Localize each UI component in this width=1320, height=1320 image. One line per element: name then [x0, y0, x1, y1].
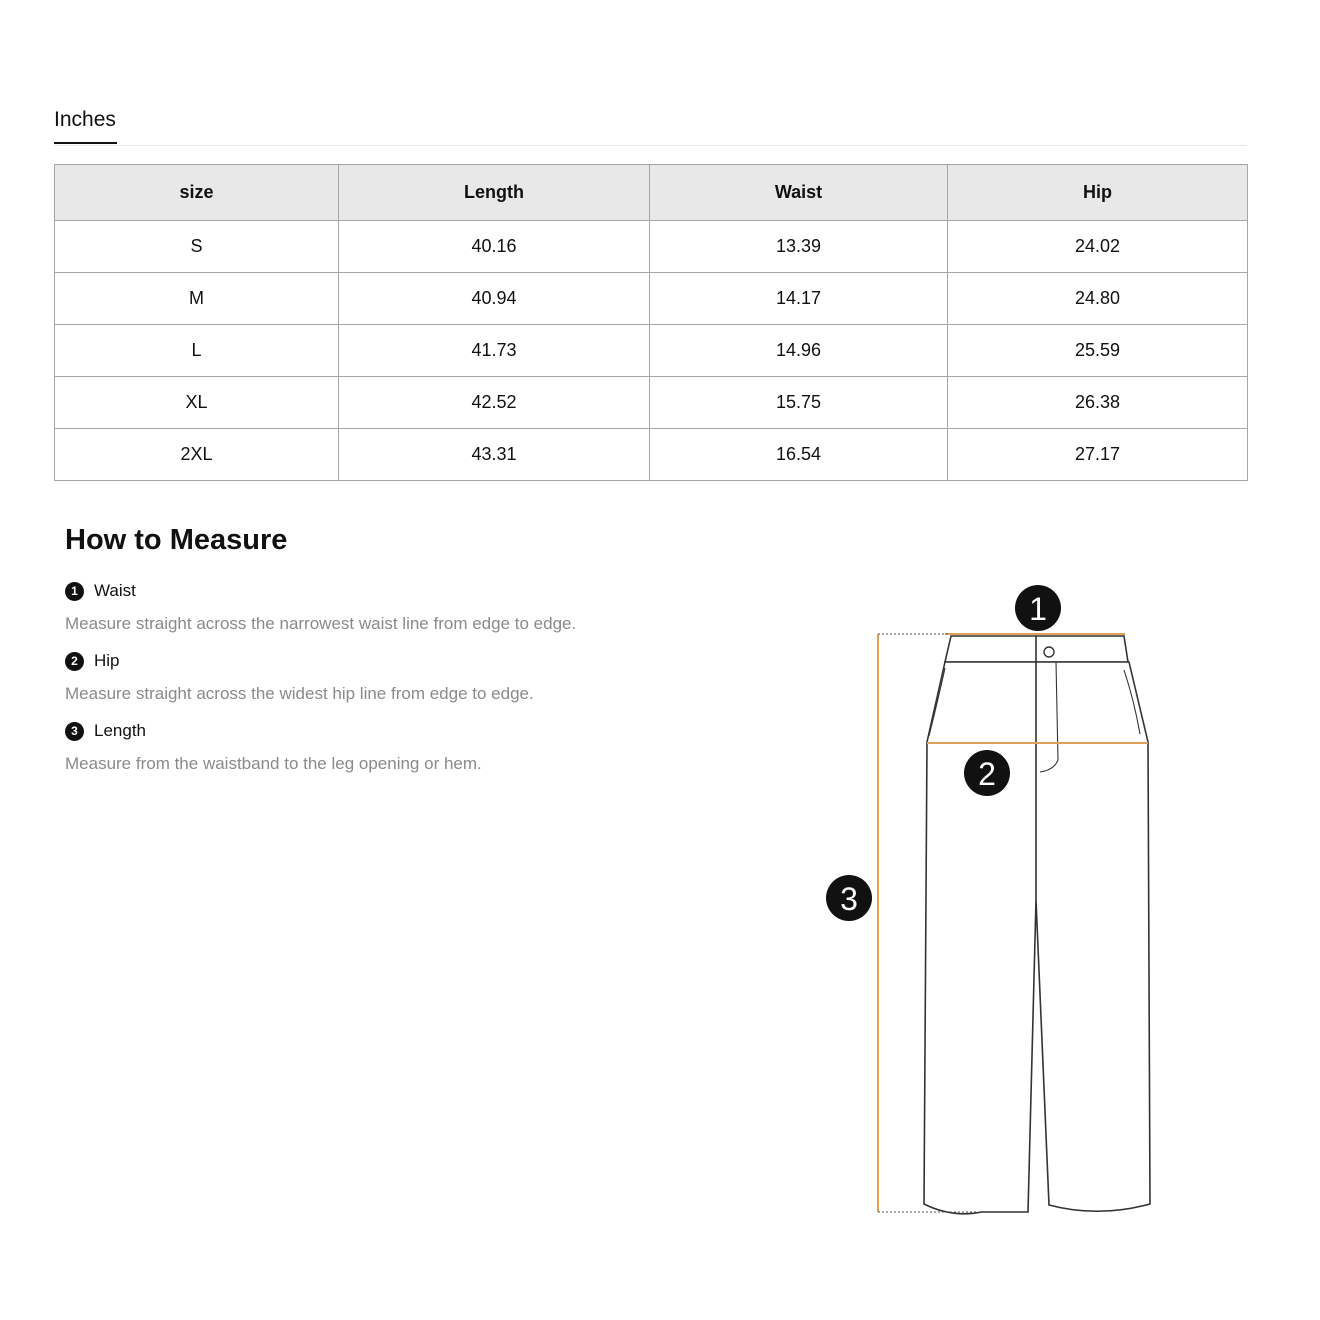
cell-waist: 15.75: [650, 377, 948, 429]
svg-text:3: 3: [840, 881, 858, 917]
cell-hip: 24.80: [948, 273, 1248, 325]
number-3-badge-icon: 3: [65, 722, 84, 741]
header-size: size: [55, 165, 339, 221]
measure-item-title: Waist: [94, 581, 136, 600]
number-1-badge-icon: 1: [65, 582, 84, 601]
cell-size: XL: [55, 377, 339, 429]
measure-item-hip: [65, 649, 534, 704]
cell-waist: 14.17: [650, 273, 948, 325]
table-header-row: [55, 165, 1248, 221]
header-waist: Waist: [650, 165, 948, 221]
cell-size: S: [55, 221, 339, 273]
measure-item-waist: [65, 579, 576, 634]
cell-hip: 25.59: [948, 325, 1248, 377]
measure-item-description: Measure straight across the widest hip line from edge to edge.: [65, 684, 534, 703]
cell-length: 40.94: [339, 273, 650, 325]
cell-length: 42.52: [339, 377, 650, 429]
measure-item-title: Hip: [94, 651, 120, 670]
pants-outline-icon: [924, 636, 1150, 1214]
pants-measurement-diagram: [810, 580, 1170, 1230]
measure-item-description: Measure from the waistband to the leg opening or hem.: [65, 754, 482, 773]
cell-size: 2XL: [55, 429, 339, 481]
marker-2-icon: [964, 750, 1010, 796]
cell-hip: 26.38: [948, 377, 1248, 429]
marker-3-icon: [826, 875, 872, 921]
tab-inches[interactable]: Inches: [54, 104, 117, 144]
cell-size: L: [55, 325, 339, 377]
measure-item-title: Length: [94, 721, 146, 740]
cell-hip: 27.17: [948, 429, 1248, 481]
cell-hip: 24.02: [948, 221, 1248, 273]
measure-item-description: Measure straight across the narrowest waist line from edge to edge.: [65, 614, 577, 633]
measure-item-length: [65, 719, 482, 774]
cell-waist: 16.54: [650, 429, 948, 481]
header-hip: Hip: [948, 165, 1248, 221]
button-icon: [1044, 647, 1054, 657]
unit-tab-bar: [54, 104, 1247, 146]
table-row: [55, 221, 1248, 273]
size-chart-table: [54, 164, 1248, 481]
cell-length: 43.31: [339, 429, 650, 481]
number-2-badge-icon: 2: [65, 652, 84, 671]
cell-waist: 13.39: [650, 221, 948, 273]
marker-1-icon: [1015, 585, 1061, 631]
svg-text:1: 1: [1029, 591, 1047, 627]
cell-length: 40.16: [339, 221, 650, 273]
header-length: Length: [339, 165, 650, 221]
cell-length: 41.73: [339, 325, 650, 377]
table-row: [55, 429, 1248, 481]
how-to-measure-title: How to Measure: [65, 524, 288, 556]
table-row: [55, 377, 1248, 429]
table-row: [55, 273, 1248, 325]
cell-waist: 14.96: [650, 325, 948, 377]
cell-size: M: [55, 273, 339, 325]
svg-text:2: 2: [978, 756, 996, 792]
table-row: [55, 325, 1248, 377]
